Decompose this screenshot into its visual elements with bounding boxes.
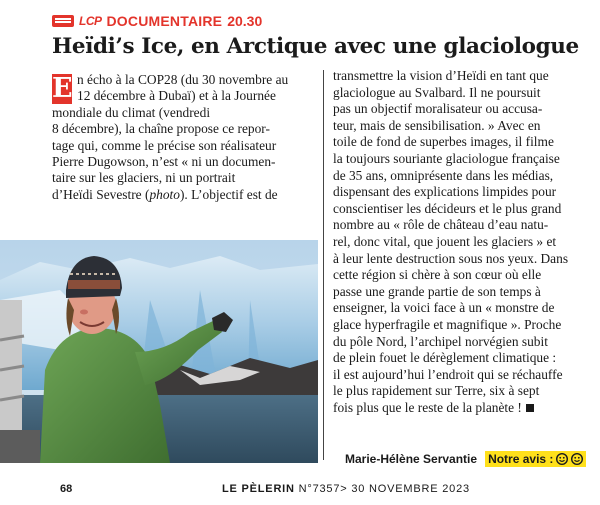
text-line: le plus rapidement sur Terre, six à sept [333, 383, 540, 399]
text-line: teur, mais de sensibilisation. » Avec en [333, 117, 541, 133]
text-fragment: d’Heïdi Sevestre ( [52, 186, 150, 202]
rating-label: Notre avis : [488, 452, 554, 466]
author-name: Marie-Hélène Servantie [345, 452, 478, 466]
text-line: n écho à la COP28 (du 30 novembre au [77, 72, 289, 87]
text-line: Pierre Dugowson, n’est « ni un documen- [52, 154, 276, 170]
text-line: du pôle Nord, l’archipel norvégien subit [333, 333, 548, 349]
rating-box [485, 451, 586, 467]
text-line: 12 décembre à Dubaï) et à la Journée [77, 88, 276, 104]
rubric-header [52, 10, 262, 32]
broadcast-logo-icon [52, 15, 74, 27]
column-divider [323, 70, 324, 460]
channel-logo: LCP [79, 14, 102, 28]
text-line: mondiale du climat (vendredi [52, 104, 211, 120]
text-fragment: fois plus que le reste de la planète ! [333, 399, 522, 415]
text-line: glace hyperfragile et magnifique ». Proche [333, 316, 562, 332]
text-line: pas un objectif moralisateur ou accusa- [333, 101, 543, 117]
text-line: glaciologue au Svalbard. Il ne poursuit [333, 84, 541, 100]
broadcast-time: 20.30 [227, 13, 263, 29]
text-line: de plein fouet le dérèglement climatique : [333, 350, 557, 366]
text-line: la toujours souriante glaciologue française [333, 150, 560, 166]
text-line: taire sur les glaciers, ni un portrait [52, 170, 236, 186]
photo-reference: photo [149, 186, 180, 202]
text-line: toile de fond de superbes images, il filme [333, 134, 554, 150]
right-column [333, 68, 595, 416]
article-photo [0, 240, 318, 463]
text-line: conscientiser les décideurs et le plus grand [333, 200, 562, 216]
text-line: il est aujourd’hui l’endroit qui se réchauffe [333, 366, 563, 382]
text-line: cette région si chère à son cœur où elle [333, 267, 542, 283]
page-number: 68 [60, 483, 73, 495]
byline [345, 451, 586, 467]
smiley-icon [556, 453, 568, 465]
magazine-name: LE PÈLERIN [222, 483, 295, 495]
text-fragment: ). L’objectif est de [179, 186, 278, 202]
rubric-label: DOCUMENTAIRE [106, 13, 223, 29]
text-line: tage qui, comme le précise son réalisateur [52, 137, 277, 153]
text-line: rel, donc vital, que jouent les glaciers » et [333, 233, 557, 249]
text-line [52, 187, 314, 203]
issue-date: > 30 NOVEMBRE 2023 [340, 483, 470, 495]
smiley-icon [571, 453, 583, 465]
text-line: passe une grande partie de son temps à [333, 283, 541, 299]
text-line: transmettre la vision d’Heïdi en tant que [333, 68, 549, 83]
magazine-footer [222, 483, 470, 495]
text-line: enseigner, la voici face à un « monstre de [333, 300, 555, 316]
text-line: dispensant des explications limpides pour [333, 184, 557, 200]
end-mark-icon [526, 404, 534, 412]
glaciologist-photo [0, 240, 318, 463]
text-line [333, 400, 595, 417]
text-line: 8 décembre), la chaîne propose ce repor- [52, 121, 270, 137]
drop-cap: E [52, 73, 73, 104]
text-line: nombre au « rôle de château d’eau natu- [333, 217, 549, 233]
article-title: Heïdi’s Ice, en Arctique avec une glaciologue [52, 34, 579, 59]
text-line: à leur lente destruction sous nos yeux. Dans [333, 250, 569, 266]
text-line: de 35 ans, omniprésente dans les médias, [333, 167, 554, 183]
issue-number: N°7357 [298, 483, 341, 495]
left-column [52, 72, 314, 203]
